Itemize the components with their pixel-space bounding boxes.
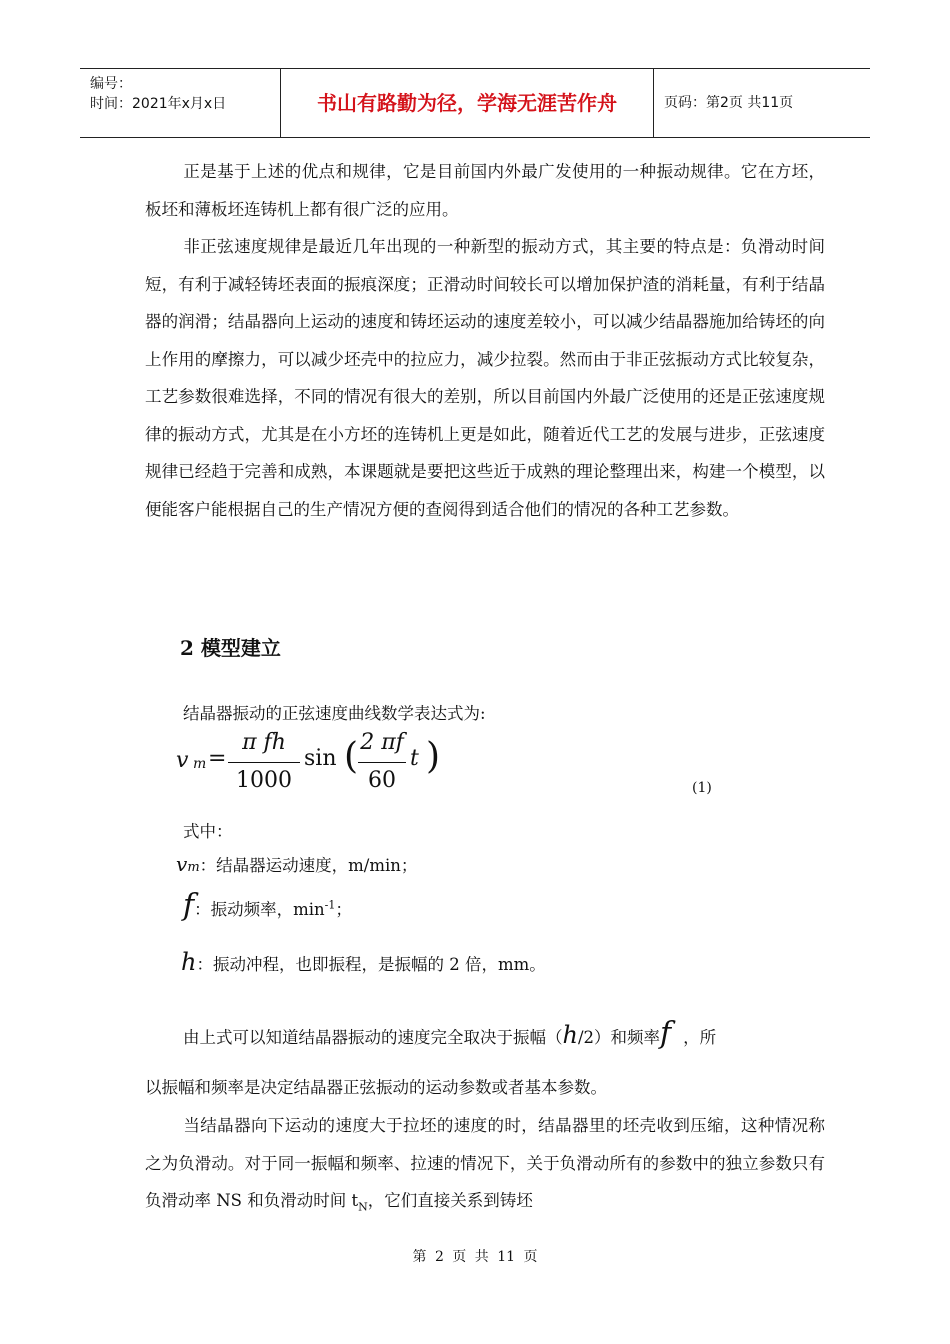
p3-h-symbol: h — [562, 1021, 578, 1049]
formula-sin: sin — [304, 746, 337, 771]
formula-lparen: ( — [344, 736, 359, 777]
paragraph-1: 正是基于上述的优点和规律，它是目前国内外最广发使用的一种振动规律。它在方坯，板坯和薄板坯连铸机上都有很广泛的应用。 — [145, 162, 825, 219]
p3-text-c: ，所 — [683, 1028, 717, 1047]
def-f-tail: ； — [335, 900, 352, 919]
formula-denominator-1: 1000 — [236, 768, 292, 793]
def-f-text: ：振动频率，min — [194, 900, 325, 919]
def-f-sup: -1 — [324, 898, 336, 912]
p3-text-b: /2）和频率 — [577, 1028, 661, 1047]
formula-numerator-2: 2 πf — [360, 730, 404, 755]
formula-lhs: v — [176, 748, 189, 773]
def-vm — [176, 852, 417, 876]
p4-text-a: 当结晶器向下运动的速度大于拉坯的速度的时，结晶器里的坯壳收到压缩，这种情况称之为负滑动。对于同一振幅和频率、拉速的情况下，关于负滑动所有的参数中的独立参数只有负滑动率 NS 和负滑动时间 t — [145, 1116, 825, 1210]
section-heading: 2 模型建立 — [180, 636, 281, 660]
fraction-bar-1 — [228, 762, 300, 763]
p4-sub: N — [358, 1200, 368, 1214]
def-vm-symbol: v — [176, 852, 188, 876]
def-h-text: ：振动冲程，也即振程，是振幅的 2 倍，mm。 — [196, 955, 546, 974]
where-label: 式中： — [183, 822, 233, 841]
def-h — [181, 948, 546, 976]
page-footer: 第 2 页 共 11 页 — [412, 1249, 538, 1265]
formula-var-t: t — [410, 746, 419, 771]
header-table — [80, 68, 870, 138]
def-vm-sub: m — [187, 860, 200, 875]
p3-text-a: 由上式可以知道结晶器振动的速度完全取决于振幅（ — [183, 1028, 563, 1047]
doc-time-label: 时间：2021年x月x日 — [90, 96, 227, 112]
doc-number-label: 编号： — [90, 76, 132, 92]
paragraph-3-line-1 — [183, 1016, 716, 1051]
header-motto: 书山有路勤为径，学海无涯苦作舟 — [281, 69, 654, 137]
formula-lhs-sub: m — [193, 756, 207, 772]
paragraph-3-line-2: 以振幅和频率是决定结晶器正弦振动的运动参数或者基本参数。 — [145, 1078, 607, 1097]
formula-intro: 结晶器振动的正弦速度曲线数学表达式为: — [183, 704, 486, 723]
def-f — [183, 888, 352, 923]
p4-text-b: ，它们直接关系到铸坯 — [367, 1191, 533, 1210]
def-f-symbol: f — [183, 888, 195, 923]
formula-numerator-1: π fh — [242, 730, 286, 755]
header-meta-cell — [80, 69, 281, 137]
paragraph-4 — [145, 1107, 825, 1226]
def-h-symbol: h — [181, 948, 197, 976]
formula-denominator-2: 60 — [368, 768, 396, 793]
header-page-info: 页码：第2页 共11页 — [664, 95, 794, 111]
p3-f-symbol: f — [660, 1016, 672, 1051]
fraction-bar-2 — [358, 762, 406, 763]
def-vm-text: ：结晶器运动速度，m/min； — [199, 856, 418, 875]
paragraph-2: 非正弦速度规律是最近几年出现的一种新型的振动方式，其主要的特点是：负滑动时间短，有利于减轻铸坯表面的振痕深度；正滑动时间较长可以增加保护渣的消耗量，有利于结晶器的润滑；结晶器向上运动的速度和铸坯运动的速度差较小，可以减少结晶器施加给铸坯的向上作用的摩擦力，可以减少坯壳中的拉应力，减少拉裂。然而由于非正弦振动方式比较复杂，工艺参数很难选择，不同的情况有很大的差别，所以目前国内外最广泛使用的还是正弦速度规律的振动方式，尤其是在小方坯的连铸机上更是如此，随着近代工艺的发展与进步，正弦速度规律已经趋于完善和成熟，本课题就是要把这些近于成熟的理论整理出来，构建一个模型，以便能客户能根据自己的生产情况方便的查阅得到适合他们的情况的各种工艺参数。 — [145, 237, 825, 519]
formula-rparen: ) — [426, 736, 441, 777]
formula-equals: = — [208, 746, 227, 771]
equation-number: (1) — [692, 780, 712, 796]
